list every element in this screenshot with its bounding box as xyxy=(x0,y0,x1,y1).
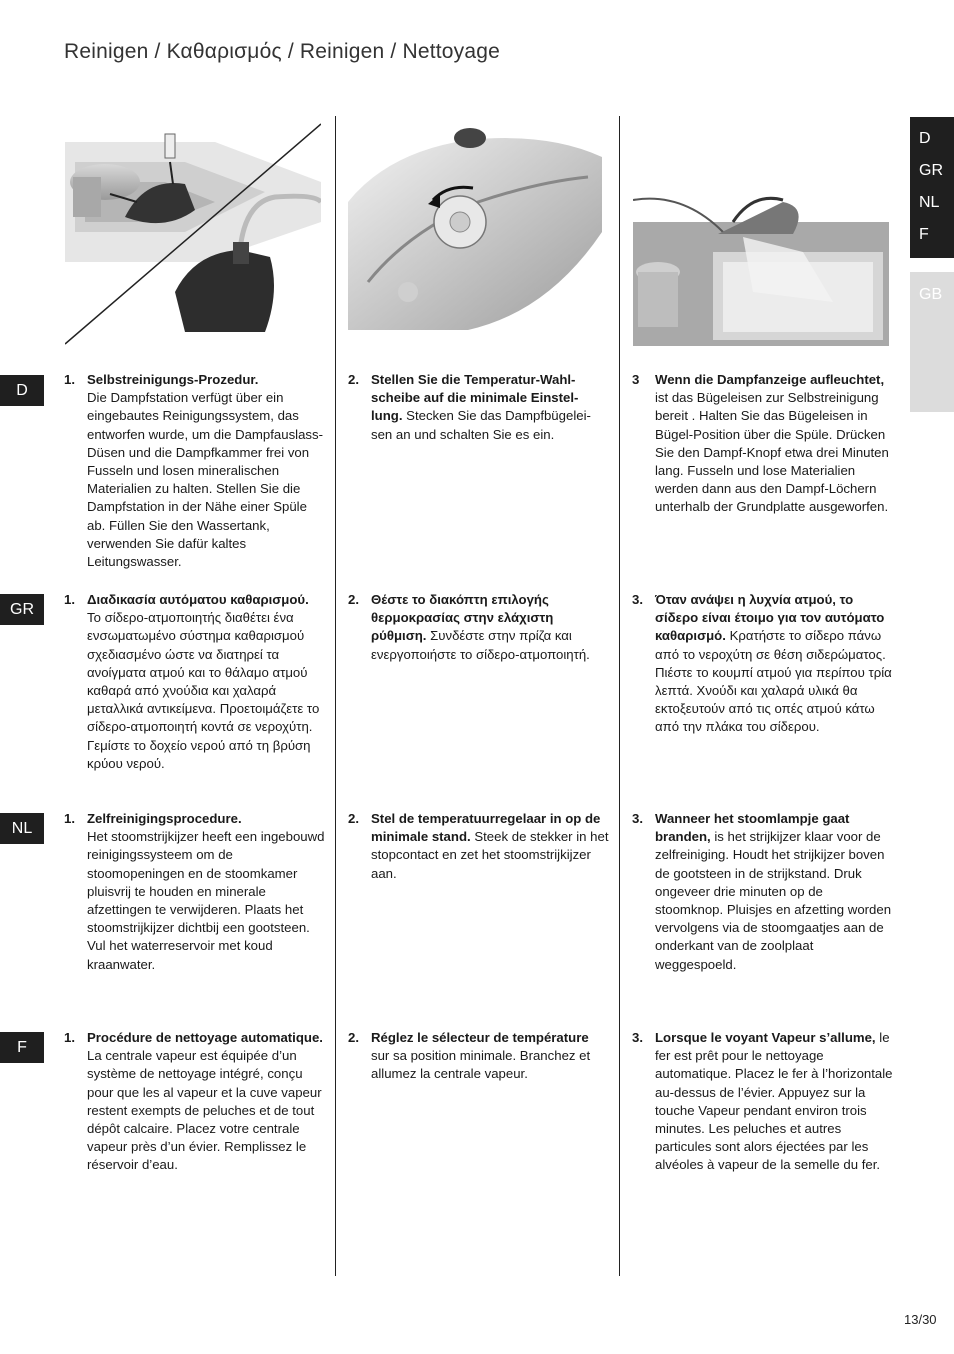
illustration-iron-steaming-sink xyxy=(633,122,889,346)
step-number: 3. xyxy=(632,1030,643,1045)
page-number: 13/30 xyxy=(904,1312,937,1327)
step-heading: Όταν ανάψει η λυχνία ατμού, το σίδερο είναι έτοιμο για τον αυτόματο καθαρισμό. xyxy=(655,592,885,644)
step-f-1 xyxy=(64,1029,326,1175)
language-tab-nl[interactable]: NL xyxy=(919,194,940,211)
step-text: is het strijkijzer klaar voor de zelfreiniging. Houdt het strijkijzer boven de gootsteen in de strijkstand. Druk ongeveer drie minuten op de stoomknop. Pluisjes en afzetting worden vervolgens via de stoomgaatjes aan de onderkant van de zoolplaat weggespoeld. xyxy=(655,829,892,972)
language-tab-gb: GB xyxy=(919,286,943,303)
step-heading: Lorsque le voyant Vapeur s’allume, xyxy=(655,1030,876,1045)
step-heading: Stel de temperatuurregelaar in op de minimale stand. xyxy=(371,811,601,845)
step-d-3 xyxy=(632,371,894,517)
step-text: Stecken Sie das Dampfbügelei-sen an und schalten Sie es ein. xyxy=(371,408,591,442)
page-title: Reinigen / Καθαρισμός / Reinigen / Nettoyage xyxy=(64,40,501,63)
step-number: 2. xyxy=(348,1030,359,1045)
step-text: Συνδέστε στην πρίζα και ενεργοποιήστε το σίδερο-ατμοποιητή. xyxy=(371,628,590,662)
step-text: Κρατήστε το σίδερο πάνω από το νεροχύτη σε θέση σιδερώματος. Πιέστε το κουμπί ατμού για περίπου τρία λεπτά. Χνούδι και χαλαρά υλικά θα εκτοξευτούν από τις οπές ατμού κάτω από την πλάκα του σίδερου. xyxy=(655,628,892,735)
step-heading: Selbstreinigungs-Prozedur. xyxy=(87,372,259,387)
section-tab-f: F xyxy=(0,1032,44,1063)
step-d-2 xyxy=(348,371,610,444)
step-text: le fer est prêt pour le nettoyage automatique. Placez le fer à l’horizontale au-dessus de l’évier. Appuyez sur la touche Vapeur pendant environ trois minutes. Les peluches et autres particules sont alors éjectées par les alvéoles à vapeur de la semelle du fer. xyxy=(655,1030,893,1173)
step-text: Το σίδερο-ατμοποιητής διαθέτει ένα ενσωματωμένο σύστημα καθαρισμού σχεδιασμένο ώστε να διατηρεί τα ανοίγματα ατμού και το θάλαμο ατμού καθαρά από χνούδια και χαλαρά μεταλλικά αντικείμενα. Προετοιμάζετε το σίδερο-ατμοποιητή κοντά σε νεροχύτη. Γεμίστε το δοχείο νερού από τη βρύση κρύου νερού. xyxy=(87,610,320,771)
section-tab-d: D xyxy=(0,375,44,406)
section-tab-nl: NL xyxy=(0,813,44,844)
step-text: Het stoomstrijkijzer heeft een ingebouwd reinigingssysteem om de stoomopeningen en de stoomkamer pluisvrij te houden en minerale afzettingen te verwijderen. Plaats het stoomstrijkijzer dichtbij een gootsteen. Vul het waterreservoir met koud kraanwater. xyxy=(87,829,325,972)
step-text: Die Dampfstation verfügt über ein eingebautes Reinigungssystem, das entworfen wurde, um die Dampfauslass-Düsen und die Dampfkammer frei von Fusseln und losen mineralischen Materialien zu halten. Stellen Sie die Dampfstation in der Nähe einer Spüle ab. Füllen Sie den Wassertank, verwenden Sie dafür kaltes Leitungswasser. xyxy=(87,390,324,570)
step-f-2 xyxy=(348,1029,610,1084)
illustration-iron-temperature-dial xyxy=(348,122,602,330)
column-divider-2 xyxy=(619,116,620,1276)
step-gr-3 xyxy=(632,591,894,737)
step-text: Steek de stekker in het stopcontact en zet het stoomstrijkijzer aan. xyxy=(371,829,609,881)
step-number: 1. xyxy=(64,1030,75,1045)
step-number: 2. xyxy=(348,811,359,826)
section-tab-gr: GR xyxy=(0,594,44,625)
language-tab-gr[interactable]: GR xyxy=(919,162,943,179)
language-tab-gb-block[interactable] xyxy=(910,272,954,412)
step-number: 3. xyxy=(632,811,643,826)
step-heading: Réglez le sélecteur de température xyxy=(371,1030,589,1045)
language-tab-f[interactable]: F xyxy=(919,226,929,243)
language-index-tabs xyxy=(910,117,954,258)
step-heading: Θέστε το διακόπτη επιλογής θερμοκρασίας στην ελάχιστη ρύθμιση. xyxy=(371,592,554,644)
step-heading: Wenn die Dampfanzeige aufleuchtet, xyxy=(655,372,885,387)
step-heading: Procédure de nettoyage automatique. xyxy=(87,1030,323,1045)
step-number: 1. xyxy=(64,592,75,607)
step-f-3 xyxy=(632,1029,894,1175)
step-d-1 xyxy=(64,371,326,571)
step-number: 1. xyxy=(64,372,75,387)
step-number: 2. xyxy=(348,592,359,607)
step-nl-3 xyxy=(632,810,894,974)
step-heading: Stellen Sie die Temperatur-Wahl-scheibe auf die minimale Einstel-lung. xyxy=(371,372,579,424)
step-heading: Zelfreinigingsprocedure. xyxy=(87,811,242,826)
step-nl-1 xyxy=(64,810,326,974)
step-heading: Διαδικασία αυτόματου καθαρισμού. xyxy=(87,592,309,607)
step-number: 2. xyxy=(348,372,359,387)
language-tab-d[interactable]: D xyxy=(919,130,931,147)
step-gr-1 xyxy=(64,591,326,773)
illustration-base-station-sink xyxy=(65,122,321,346)
step-text: sur sa position minimale. Branchez et allumez la centrale vapeur. xyxy=(371,1048,591,1082)
step-number: 3. xyxy=(632,592,643,607)
step-gr-2 xyxy=(348,591,612,664)
step-heading: Wanneer het stoomlampje gaat branden, xyxy=(655,811,850,845)
step-nl-2 xyxy=(348,810,610,883)
column-divider-1 xyxy=(335,116,336,1276)
step-text: La centrale vapeur est équipée d’un système de nettoyage intégré, conçu pour que les al vapeur et la cuve vapeur restent exempts de peluches et de tout dépôt calcaire. Placez votre centrale vapeur près d’un évier. Remplissez le réservoir d’eau. xyxy=(87,1048,322,1173)
step-text: ist das Bügeleisen zur Selbstreinigung bereit . Halten Sie das Bügeleisen in Bügel-Position über die Spüle. Drücken Sie den Dampf-Knopf etwa drei Minuten lang. Fusseln und lose Materialien werden dann aus den Dampf-Löchern unterhalb der Grundplatte ausgeworfen. xyxy=(655,390,889,515)
step-number: 3 xyxy=(632,372,640,387)
step-number: 1. xyxy=(64,811,75,826)
